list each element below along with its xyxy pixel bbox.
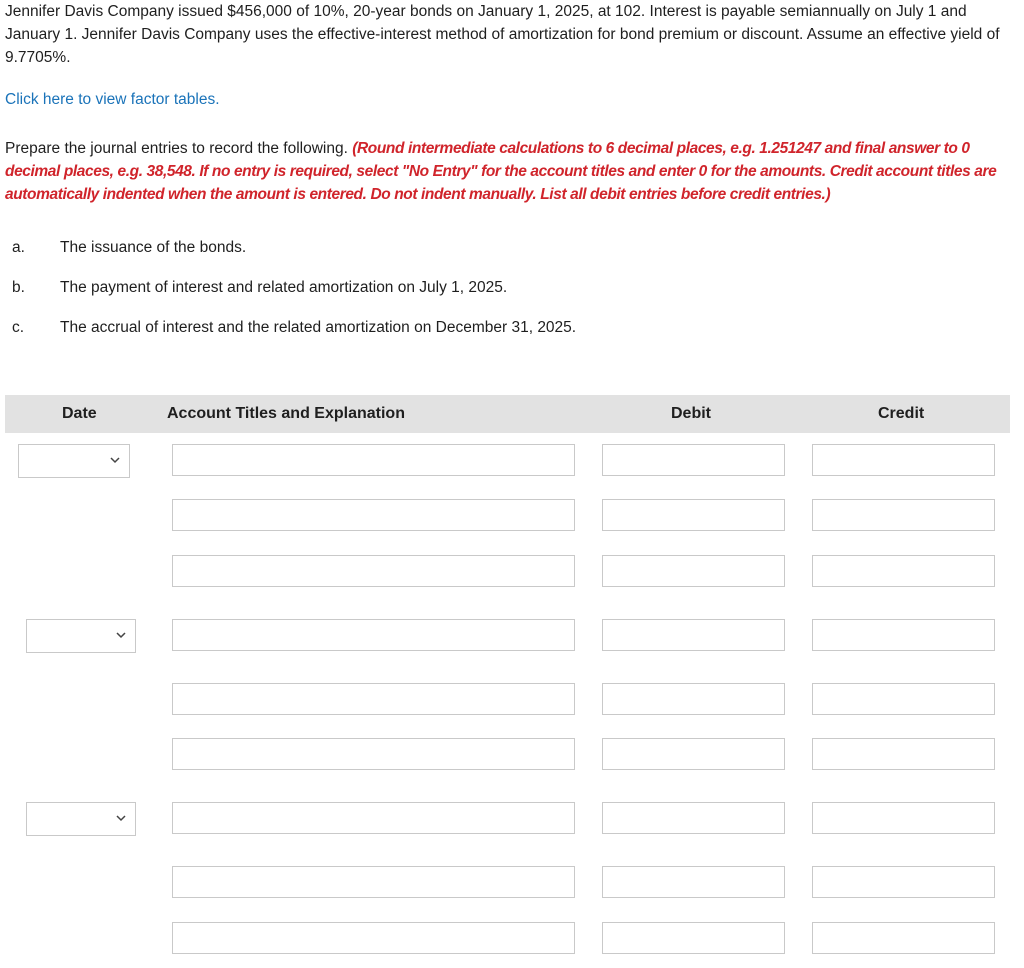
debit-field[interactable] [602, 802, 785, 834]
factor-tables-link[interactable]: Click here to view factor tables. [5, 91, 220, 108]
debit-field[interactable] [602, 683, 785, 715]
requirement-letter: b. [12, 279, 25, 296]
requirement-text: The accrual of interest and the related amortization on December 31, 2025. [60, 319, 577, 336]
account-title-field[interactable] [172, 619, 575, 651]
date-select[interactable] [18, 444, 130, 478]
credit-column-header: Credit [878, 405, 925, 422]
debit-column-header: Debit [671, 405, 711, 422]
account-column-header: Account Titles and Explanation [167, 405, 405, 422]
credit-field[interactable] [812, 866, 995, 898]
credit-field[interactable] [812, 619, 995, 651]
requirement-b [12, 279, 507, 297]
account-title-field[interactable] [172, 866, 575, 898]
credit-field[interactable] [812, 444, 995, 476]
debit-field[interactable] [602, 619, 785, 651]
chevron-down-icon [115, 628, 127, 640]
debit-field[interactable] [602, 922, 785, 954]
problem-statement: Jennifer Davis Company issued $456,000 of 10%, 20-year bonds on January 1, 2025, at 102. Interest is payable semiannually on July 1 and January 1. Jennifer Davis Company uses the effective-interest method of amortization for bond premium or discount. Assume an effective yield of 9.7705%. [5, 3, 1000, 66]
credit-field[interactable] [812, 683, 995, 715]
credit-field[interactable] [812, 499, 995, 531]
date-select[interactable] [26, 802, 136, 836]
debit-field[interactable] [602, 738, 785, 770]
requirement-letter: c. [12, 319, 25, 336]
requirement-a [12, 239, 246, 257]
account-title-field[interactable] [172, 738, 575, 770]
requirement-text: The issuance of the bonds. [60, 239, 247, 256]
instructions [5, 137, 1015, 206]
debit-field[interactable] [602, 444, 785, 476]
requirement-text: The payment of interest and related amortization on July 1, 2025. [60, 279, 508, 296]
credit-field[interactable] [812, 922, 995, 954]
chevron-down-icon [109, 453, 121, 465]
credit-field[interactable] [812, 555, 995, 587]
requirement-c [12, 319, 576, 337]
instructions-text: Prepare the journal entries to record the following. [5, 140, 353, 157]
chevron-down-icon [115, 811, 127, 823]
journal-table-header [5, 395, 1010, 433]
account-title-field[interactable] [172, 444, 575, 476]
date-select[interactable] [26, 619, 136, 653]
instructions-emphasis: (Round intermediate calculations to 6 decimal places, e.g. 1.251247 and final answer to 0 decimal places, e.g. 38,548. If no entry is required, select "No Entry" for the account titles and enter 0 for the amounts. Credit account titles are automatically indented when the amount is entered. Do not indent manually. List all debit entries before credit entries.) [5, 140, 997, 203]
account-title-field[interactable] [172, 499, 575, 531]
requirement-letter: a. [12, 239, 25, 256]
account-title-field[interactable] [172, 802, 575, 834]
credit-field[interactable] [812, 802, 995, 834]
credit-field[interactable] [812, 738, 995, 770]
account-title-field[interactable] [172, 555, 575, 587]
account-title-field[interactable] [172, 683, 575, 715]
account-title-field[interactable] [172, 922, 575, 954]
date-column-header: Date [62, 405, 97, 422]
debit-field[interactable] [602, 555, 785, 587]
debit-field[interactable] [602, 499, 785, 531]
debit-field[interactable] [602, 866, 785, 898]
